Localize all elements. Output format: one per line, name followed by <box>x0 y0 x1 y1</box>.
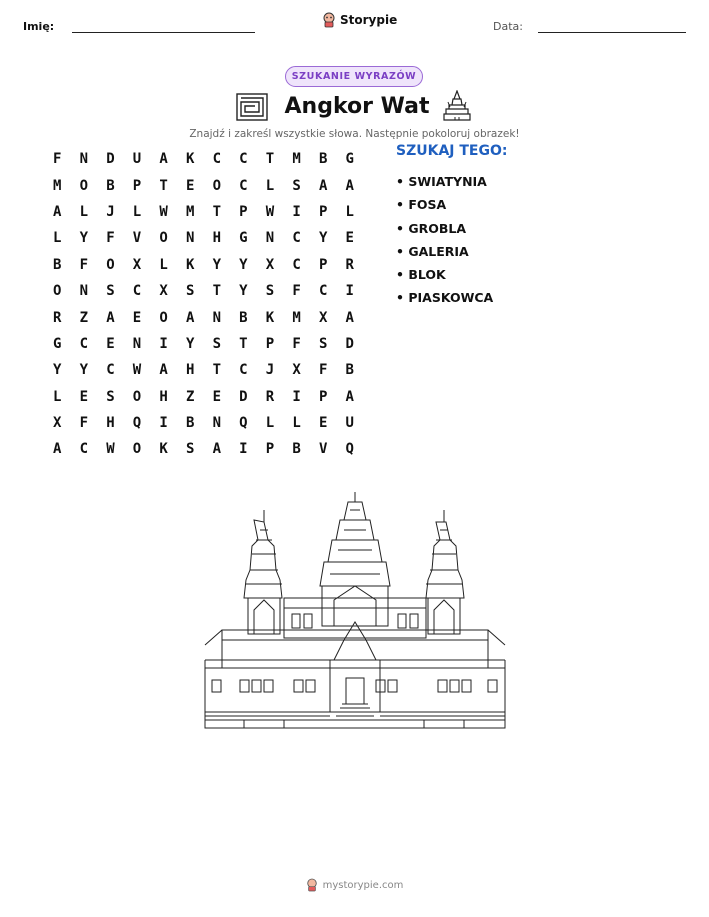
grid-letter[interactable]: Y <box>79 230 89 247</box>
grid-letter[interactable]: S <box>212 335 221 352</box>
name-line[interactable] <box>72 32 255 33</box>
grid-letter[interactable]: P <box>318 388 328 405</box>
word-item: • GROBLA <box>396 220 467 236</box>
grid-letter[interactable]: T <box>212 203 221 220</box>
grid-letter[interactable]: R <box>345 256 354 273</box>
grid-letter[interactable]: A <box>318 177 328 194</box>
grid-letter[interactable]: F <box>79 415 89 432</box>
grid-letter[interactable]: O <box>132 441 142 458</box>
letter-grid[interactable] <box>49 146 368 463</box>
grid-letter[interactable]: H <box>212 230 221 247</box>
grid-letter[interactable]: A <box>212 441 221 458</box>
grid-letter[interactable]: M <box>292 309 301 326</box>
grid-letter[interactable]: X <box>318 309 328 326</box>
grid-letter[interactable]: Y <box>185 335 195 352</box>
grid-letter[interactable]: P <box>239 203 248 220</box>
grid-letter[interactable]: N <box>212 309 221 326</box>
grid-letter[interactable]: N <box>79 151 89 168</box>
word-item: • BLOK <box>396 267 446 283</box>
grid-letter[interactable]: E <box>345 230 354 247</box>
grid-letter[interactable]: F <box>318 362 328 379</box>
grid-letter[interactable]: P <box>318 256 328 273</box>
grid-letter[interactable]: D <box>239 388 248 405</box>
grid-letter[interactable]: O <box>212 177 221 194</box>
grid-letter[interactable]: P <box>265 335 275 352</box>
brand-logo <box>322 12 397 28</box>
grid-letter[interactable]: A <box>106 309 115 326</box>
grid-letter[interactable]: N <box>265 230 275 247</box>
grid-letter[interactable]: G <box>239 230 248 247</box>
grid-letter[interactable]: C <box>79 335 89 352</box>
grid-letter[interactable]: S <box>185 283 195 300</box>
grid-letter[interactable]: L <box>159 256 168 273</box>
grid-letter[interactable]: A <box>345 309 354 326</box>
grid-letter[interactable]: N <box>212 415 221 432</box>
find-title: SZUKAJ TEGO: <box>396 143 508 159</box>
grid-letter[interactable]: X <box>292 362 301 379</box>
grid-letter[interactable]: T <box>212 362 221 379</box>
grid-letter[interactable]: L <box>132 203 142 220</box>
grid-letter[interactable]: F <box>106 230 115 247</box>
word-list <box>396 170 493 310</box>
grid-letter[interactable]: Z <box>79 309 89 326</box>
grid-letter[interactable]: O <box>159 309 168 326</box>
grid-letter[interactable]: I <box>345 283 354 300</box>
grid-letter[interactable]: U <box>132 151 142 168</box>
grid-letter[interactable]: L <box>292 415 301 432</box>
grid-letter[interactable]: Q <box>132 415 142 432</box>
grid-letter[interactable]: G <box>53 335 62 352</box>
grid-letter[interactable]: H <box>106 415 115 432</box>
grid-letter[interactable]: X <box>53 415 62 432</box>
grid-letter[interactable]: O <box>53 283 62 300</box>
grid-letter[interactable]: E <box>106 335 115 352</box>
grid-letter[interactable]: C <box>132 283 142 300</box>
grid-letter[interactable]: W <box>265 203 275 220</box>
grid-letter[interactable]: N <box>132 335 142 352</box>
angkor-wat-illustration <box>204 490 506 730</box>
grid-letter[interactable]: T <box>212 283 221 300</box>
grid-letter[interactable]: V <box>318 441 328 458</box>
grid-letter[interactable]: M <box>53 177 62 194</box>
word-item: • SWIATYNIA <box>396 174 487 189</box>
grid-letter[interactable]: J <box>265 362 275 379</box>
word-item: • PIASKOWCA <box>396 290 494 306</box>
grid-letter[interactable]: I <box>159 335 168 352</box>
grid-letter[interactable]: L <box>265 177 275 194</box>
grid-letter[interactable]: F <box>292 335 301 352</box>
title-row <box>236 92 476 122</box>
grid-letter[interactable]: F <box>53 151 62 168</box>
grid-letter[interactable]: C <box>292 230 301 247</box>
grid-letter[interactable]: C <box>318 283 328 300</box>
grid-letter[interactable]: K <box>185 256 195 273</box>
grid-letter[interactable]: O <box>132 388 142 405</box>
grid-letter[interactable]: A <box>185 309 195 326</box>
grid-letter[interactable]: D <box>345 335 354 352</box>
grid-letter[interactable]: C <box>292 256 301 273</box>
grid-letter[interactable]: C <box>239 151 248 168</box>
grid-letter[interactable]: I <box>292 388 301 405</box>
page-title: Angkor Wat <box>284 94 430 119</box>
grid-letter[interactable]: P <box>132 177 142 194</box>
grid-letter[interactable]: R <box>265 388 275 405</box>
grid-letter[interactable]: B <box>292 441 301 458</box>
grid-letter[interactable]: L <box>345 203 354 220</box>
grid-letter[interactable]: O <box>106 256 115 273</box>
grid-letter[interactable]: I <box>239 441 248 458</box>
name-label: Imię: <box>23 20 55 33</box>
grid-letter[interactable]: Y <box>318 230 328 247</box>
grid-letter[interactable]: K <box>185 151 195 168</box>
grid-letter[interactable]: S <box>318 335 328 352</box>
grid-letter[interactable]: I <box>159 415 168 432</box>
grid-letter[interactable]: J <box>106 203 115 220</box>
grid-letter[interactable]: Y <box>239 256 248 273</box>
grid-letter[interactable]: A <box>345 388 354 405</box>
grid-letter[interactable]: Q <box>239 415 248 432</box>
grid-letter[interactable]: C <box>106 362 115 379</box>
word-item: • GALERIA <box>396 243 469 259</box>
grid-letter[interactable]: P <box>265 441 275 458</box>
grid-letter[interactable]: L <box>53 388 62 405</box>
grid-letter[interactable]: A <box>53 441 62 458</box>
grid-letter[interactable]: D <box>106 151 115 168</box>
date-line[interactable] <box>538 32 686 33</box>
grid-letter[interactable]: S <box>265 283 275 300</box>
grid-letter[interactable]: X <box>159 283 168 300</box>
grid-letter[interactable]: S <box>106 283 115 300</box>
date-label: Data: <box>493 20 523 33</box>
grid-letter[interactable]: Y <box>53 362 62 379</box>
footer <box>0 878 709 892</box>
grid-letter[interactable]: C <box>239 362 248 379</box>
grid-letter[interactable]: C <box>239 177 248 194</box>
grid-letter[interactable]: O <box>159 230 168 247</box>
grid-letter[interactable]: M <box>185 203 195 220</box>
grid-letter[interactable]: C <box>212 151 221 168</box>
grid-letter[interactable]: Y <box>239 283 248 300</box>
grid-letter[interactable]: E <box>318 415 328 432</box>
grid-letter[interactable]: G <box>345 151 354 168</box>
grid-letter[interactable]: F <box>79 256 89 273</box>
grid-letter[interactable]: E <box>132 309 142 326</box>
grid-letter[interactable]: B <box>53 256 62 273</box>
grid-letter[interactable]: E <box>79 388 89 405</box>
grid-letter[interactable]: Q <box>345 441 354 458</box>
grid-letter[interactable]: A <box>159 362 168 379</box>
grid-letter[interactable]: A <box>159 151 168 168</box>
grid-letter[interactable]: Y <box>79 362 89 379</box>
grid-letter[interactable]: L <box>79 203 89 220</box>
grid-letter[interactable]: X <box>132 256 142 273</box>
grid-letter[interactable]: O <box>79 177 89 194</box>
grid-letter[interactable]: V <box>132 230 142 247</box>
temple-icon <box>442 90 472 122</box>
grid-letter[interactable]: T <box>239 335 248 352</box>
grid-letter[interactable]: H <box>185 362 195 379</box>
brand-name: Storypie <box>340 13 398 27</box>
grid-letter[interactable]: H <box>159 388 168 405</box>
grid-letter[interactable]: S <box>185 441 195 458</box>
grid-letter[interactable]: N <box>185 230 195 247</box>
grid-letter[interactable]: K <box>265 309 275 326</box>
grid-letter[interactable]: M <box>292 151 301 168</box>
footer-url[interactable]: mystorypie.com <box>322 879 404 891</box>
grid-letter[interactable]: L <box>265 415 275 432</box>
grid-letter[interactable]: K <box>159 441 168 458</box>
storypie-logo-icon <box>322 12 336 28</box>
grid-letter[interactable]: A <box>345 177 354 194</box>
grid-letter[interactable]: X <box>265 256 275 273</box>
grid-letter[interactable]: S <box>292 177 301 194</box>
grid-letter[interactable]: W <box>106 441 115 458</box>
grid-letter[interactable]: S <box>106 388 115 405</box>
grid-letter[interactable]: A <box>53 203 62 220</box>
grid-letter[interactable]: U <box>345 415 354 432</box>
maze-icon <box>236 93 268 121</box>
word-item: • FOSA <box>396 197 447 213</box>
grid-letter[interactable]: Z <box>185 388 195 405</box>
grid-letter[interactable]: R <box>53 309 62 326</box>
grid-letter[interactable]: E <box>212 388 221 405</box>
grid-letter[interactable]: L <box>53 230 62 247</box>
grid-letter[interactable]: B <box>239 309 248 326</box>
instructions: Znajdź i zakreśl wszystkie słowa. Następnie pokoloruj obrazek! <box>189 128 520 140</box>
grid-letter[interactable]: T <box>159 177 168 194</box>
grid-letter[interactable]: W <box>132 362 142 379</box>
grid-letter[interactable]: C <box>79 441 89 458</box>
grid-letter[interactable]: Y <box>212 256 221 273</box>
grid-letter[interactable]: N <box>79 283 89 300</box>
grid-letter[interactable]: F <box>292 283 301 300</box>
grid-letter[interactable]: B <box>345 362 354 379</box>
grid-letter[interactable]: W <box>159 203 168 220</box>
grid-letter[interactable]: I <box>292 203 301 220</box>
storypie-logo-icon <box>306 878 318 892</box>
grid-letter[interactable]: B <box>185 415 195 432</box>
grid-letter[interactable]: B <box>318 151 328 168</box>
grid-letter[interactable]: T <box>265 151 275 168</box>
grid-letter[interactable]: P <box>318 203 328 220</box>
word-search-badge: SZUKANIE WYRAZÓW <box>285 66 423 87</box>
grid-letter[interactable]: E <box>185 177 195 194</box>
grid-letter[interactable]: B <box>106 177 115 194</box>
